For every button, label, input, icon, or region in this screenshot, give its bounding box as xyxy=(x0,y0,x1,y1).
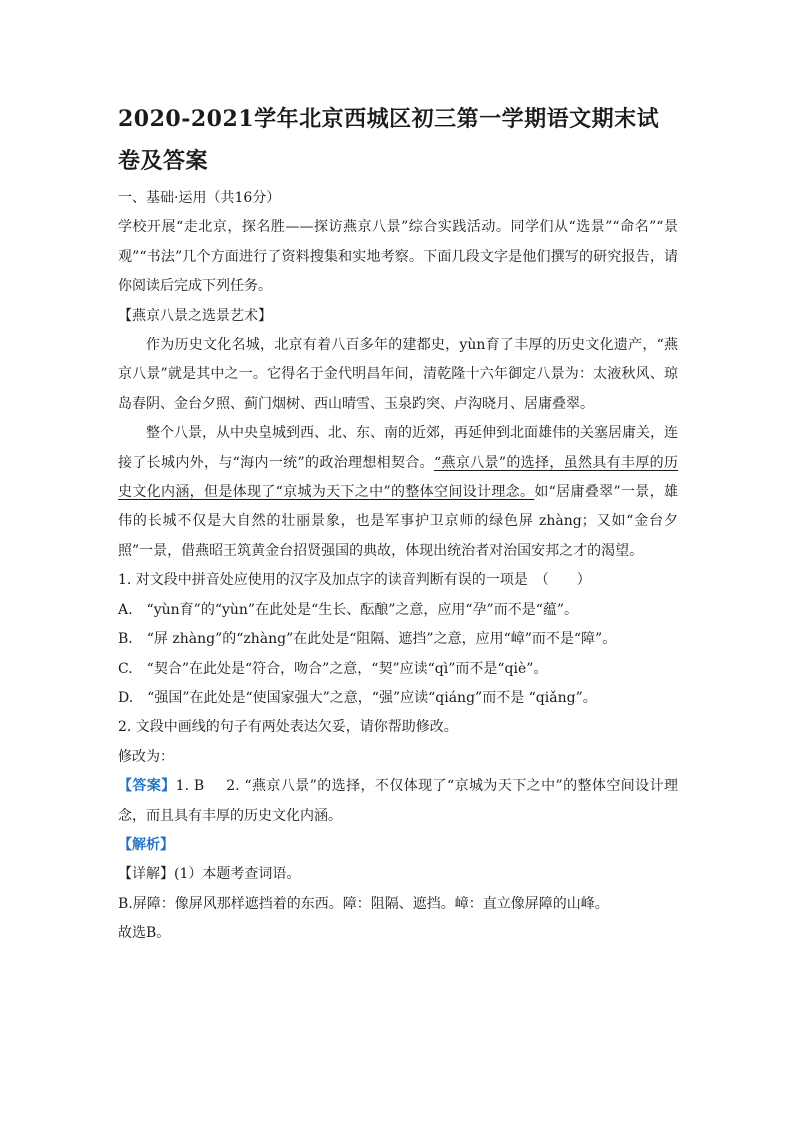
paragraph-2-end: 如“居庸叠翠”一景，雄伟的长城不仅是大自然的壮丽景象，也是军事护卫京师的绿色屏 zhàng；又如“金台夕照”一景，借燕昭王筑黄金台招贤强国的典故，体现出统治者对治国安邦之才的渴望。 xyxy=(118,484,678,559)
intro-paragraph: 学校开展“走北京，探名胜——探访燕京八景”综合实践活动。同学们从“选景”“命名”“景观”“书法”几个方面进行了资料搜集和实地考察。下面几段文字是他们撰写的研究报告，请你阅读后完成下列任务。 xyxy=(118,219,678,295)
sub-heading: 【燕京八景之选景艺术】 xyxy=(118,307,272,324)
section-heading: 一、基础·运用（共16分） xyxy=(118,190,281,206)
paragraph-1: 作为历史文化名城，北京有着八百多年的建都史，yùn育了丰厚的历史文化遗产，“燕京八景”就是其中之一。它得名于金代明昌年间，清乾隆十六年御定八景为：太液秋风、琼岛春阴、金台夕照、蓟门烟树、西山晴雪、玉泉趵突、卢沟晓月、居庸叠翠。 xyxy=(118,337,678,412)
modify-label: 修改为： xyxy=(118,748,174,765)
conclusion-line: 故选B。 xyxy=(118,925,171,942)
analysis-tag: 【解析】 xyxy=(118,836,174,853)
document-page xyxy=(118,98,678,949)
answer-block xyxy=(118,772,678,831)
underlined-sentence: “燕京八景”的选择，虽然具有丰厚的历史文化内涵，但是体现了“京城为天下之中”的整体空间设计理念。 xyxy=(118,454,678,501)
question-1: 1. 对文段中拼音处应使用的汉字及加点字的读音判断有误的一项是 （ ） xyxy=(118,572,591,589)
paragraph-2 xyxy=(118,419,678,566)
explanation-line: B.屏障：像屏风那样遮挡着的东西。障：阻隔、遮挡。嶂：直立像屏障的山峰。 xyxy=(118,895,609,912)
detail-line: 【详解】(1）本题考查词语。 xyxy=(118,866,301,883)
answer-2: 2. “燕京八景”的选择，不仅体现了“京城为天下之中”的整体空间设计理念，而且具有丰厚的历史文化内涵。 xyxy=(118,778,678,824)
paragraph-2-start: 整个八景，从中央皇城到西、北、东、南的近郊，再延伸到北面雄伟的关塞居庸关，连接了长城内外，与“海内一统”的政治理想相契合。 xyxy=(118,425,678,471)
option-b: B. “屏 zhàng”的“zhàng”在此处是“阻隔、遮挡”之意，应用“嶂”而不是“障”。 xyxy=(118,631,617,648)
answer-1: 1. B xyxy=(175,778,205,795)
page-title: 2020-2021学年北京西城区初三第一学期语文期末试卷及答案 xyxy=(118,106,660,174)
question-2: 2. 文段中画线的句子有两处表达欠妥，请你帮助修改。 xyxy=(118,719,458,736)
option-a: A. “yùn育”的“yùn”在此处是“生长、酝酿”之意，应用“孕”而不是“蕴”。 xyxy=(118,601,579,618)
answer-tag: 【答案】 xyxy=(118,778,176,795)
option-d: D. “强国”在此处是“使国家强大”之意，“强”应读“qiáng”而不是 “qiǎng”。 xyxy=(118,689,597,706)
option-c: C. “契合”在此处是“符合，吻合”之意，“契”应读“qì”而不是“qiè”。 xyxy=(118,660,548,677)
